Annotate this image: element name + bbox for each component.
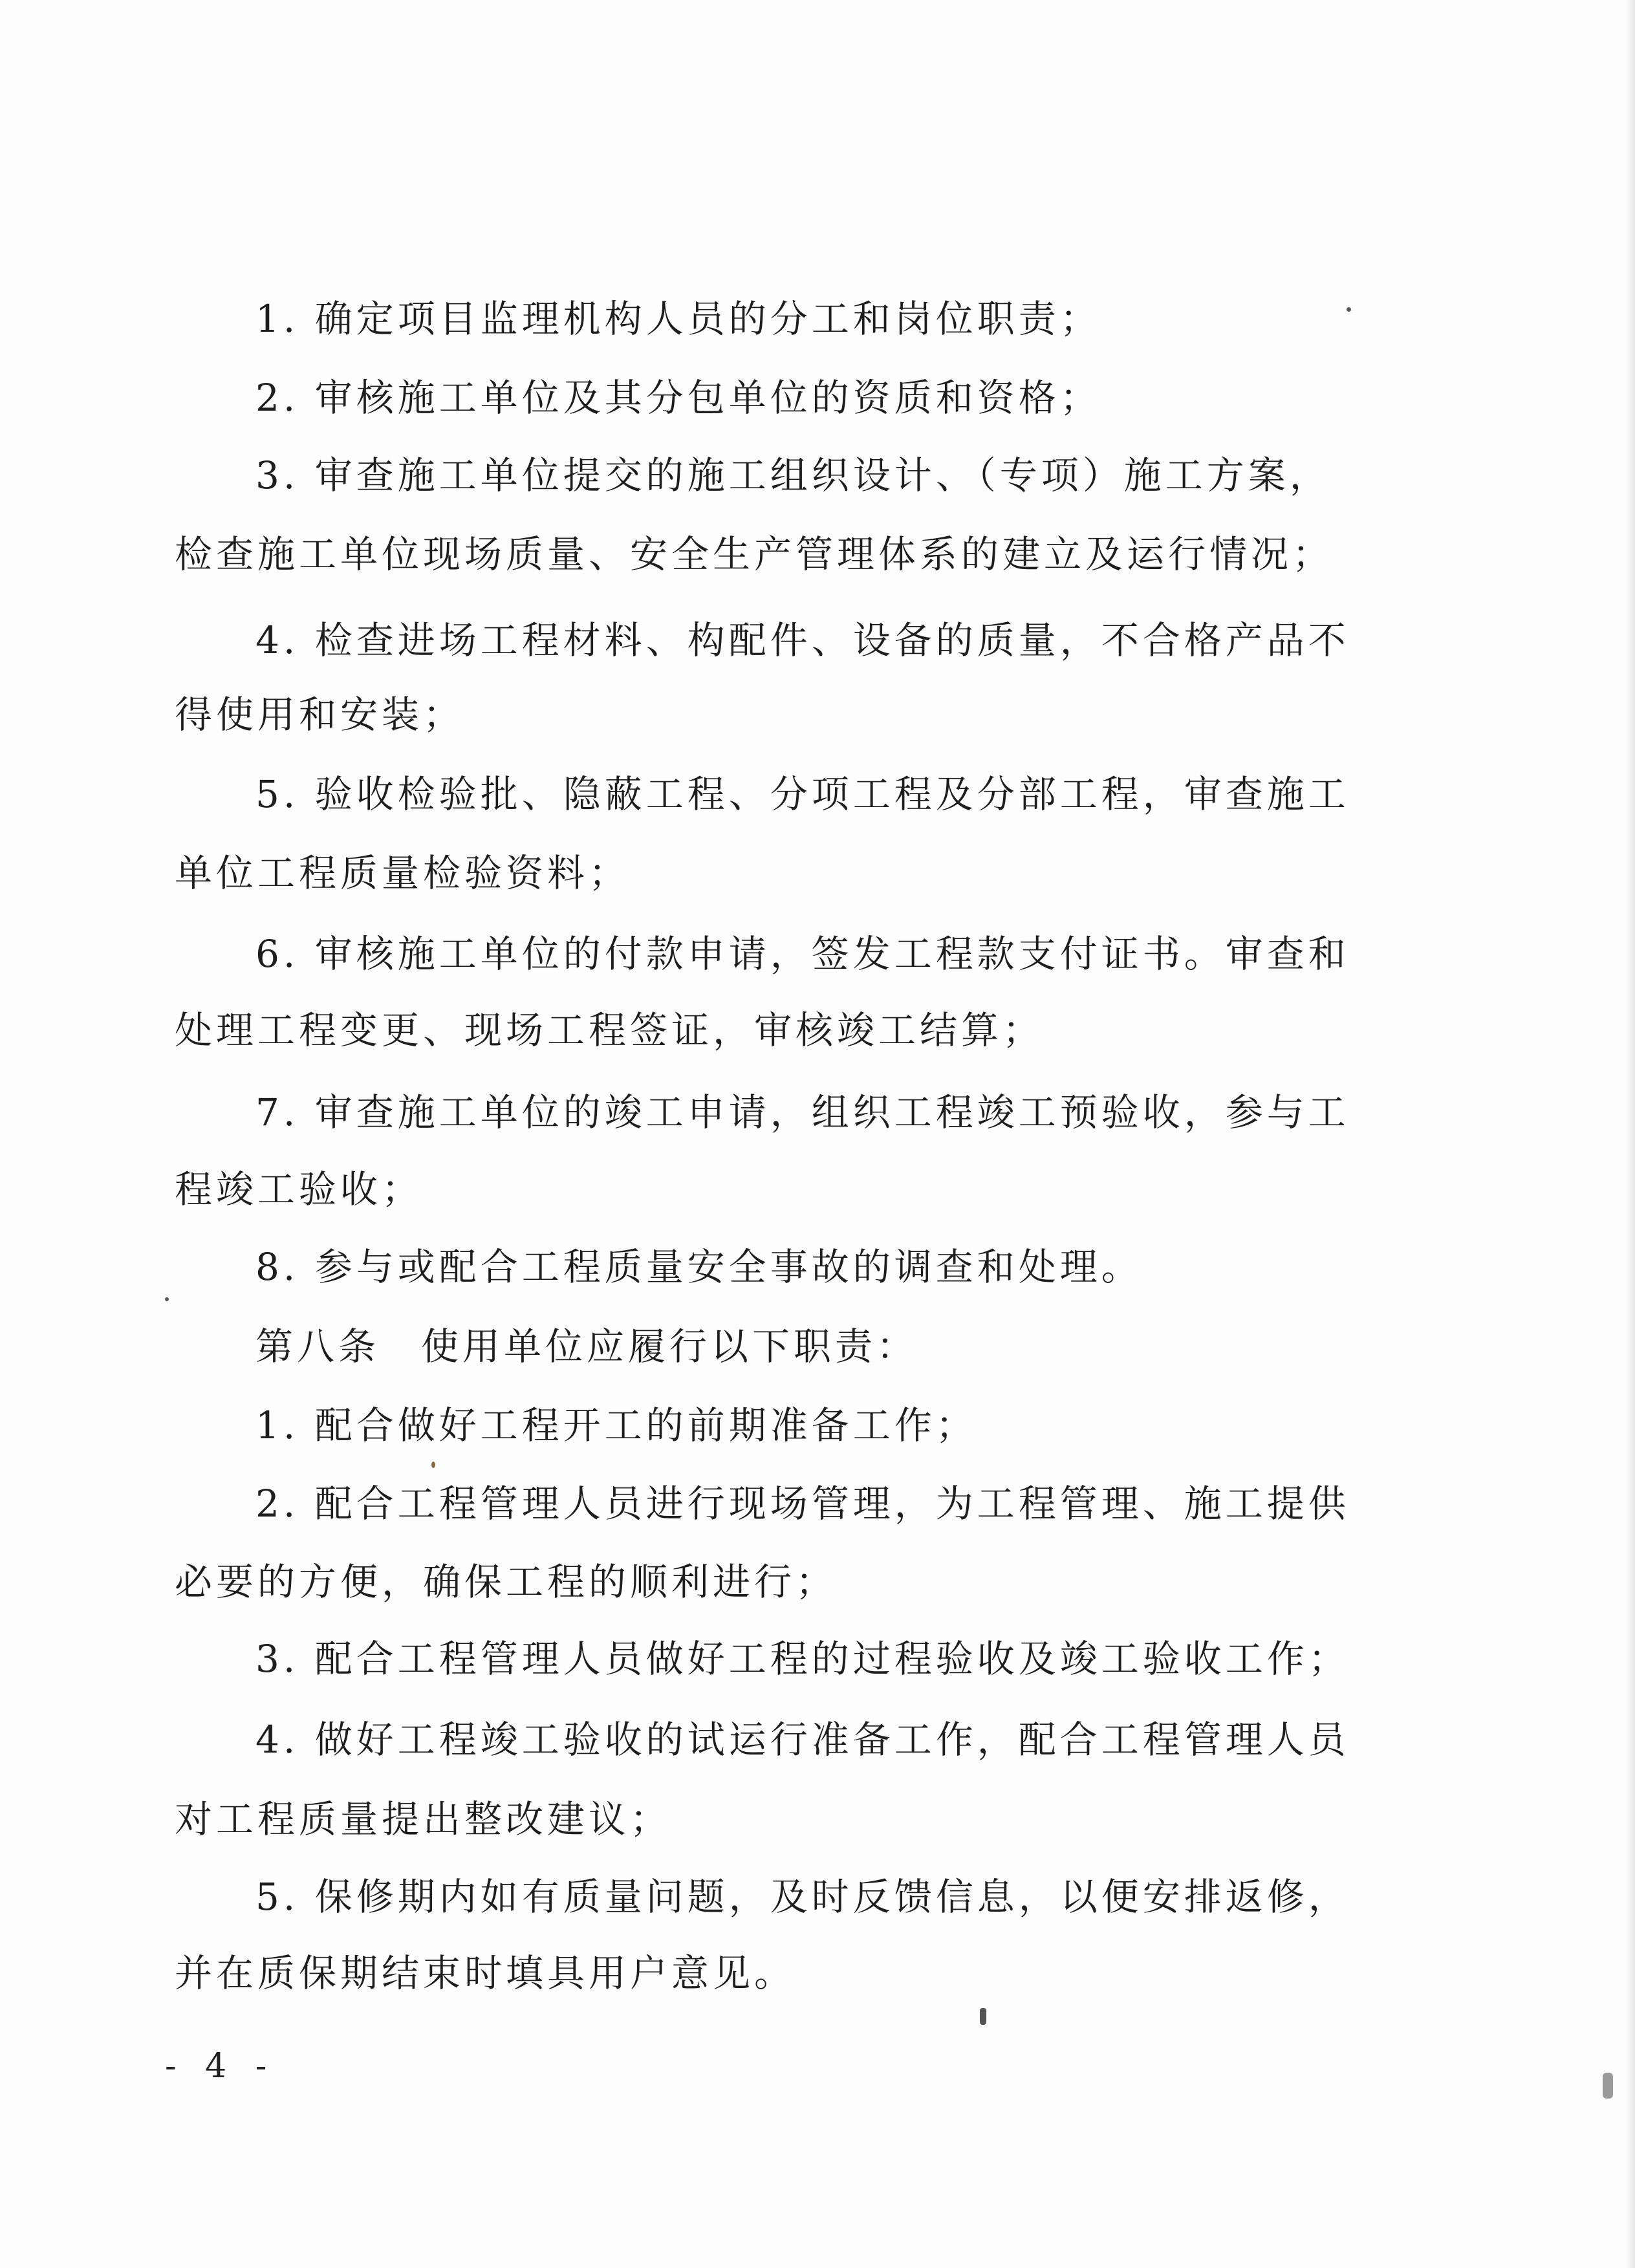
text-line: 4. 做好工程竣工验收的试运行准备工作，配合工程管理人员 xyxy=(255,1718,1350,1762)
text-line: 得使用和安装； xyxy=(175,693,465,737)
text-line: 2. 审核施工单位及其分包单位的资质和资格； xyxy=(255,376,1101,420)
text-line: 2. 配合工程管理人员进行现场管理，为工程管理、施工提供 xyxy=(255,1482,1350,1526)
text-line: 5. 验收检验批、隐蔽工程、分项工程及分部工程，审查施工 xyxy=(255,772,1350,816)
text-line: 5. 保修期内如有质量问题，及时反馈信息，以便安排返修， xyxy=(255,1875,1350,1919)
text-line: 必要的方便，确保工程的顺利进行； xyxy=(175,1560,838,1604)
scan-mark xyxy=(1603,2073,1613,2099)
page-number: - 4 - xyxy=(165,2047,276,2086)
scan-speck xyxy=(165,1297,169,1301)
text-line: 6. 审核施工单位的付款申请，签发工程款支付证书。审查和 xyxy=(255,932,1350,976)
scan-speck xyxy=(1347,307,1351,312)
text-line: 3. 审查施工单位提交的施工组织设计、（专项）施工方案， xyxy=(255,453,1331,497)
text-line: 3. 配合工程管理人员做好工程的过程验收及竣工验收工作； xyxy=(255,1637,1350,1681)
text-line: 1. 配合做好工程开工的前期准备工作； xyxy=(255,1403,977,1447)
text-line: 并在质保期结束时填具用户意见。 xyxy=(175,1951,796,1995)
text-line: 检查施工单位现场质量、安全生产管理体系的建立及运行情况； xyxy=(175,532,1334,576)
article-heading: 第八条 使用单位应履行以下职责： xyxy=(255,1324,918,1368)
text-line: 对工程质量提出整改建议； xyxy=(175,1797,672,1841)
text-line: 单位工程质量检验资料； xyxy=(175,851,631,895)
text-line: 8. 参与或配合工程质量安全事故的调查和处理。 xyxy=(255,1245,1143,1289)
text-line: 程竣工验收； xyxy=(175,1167,424,1211)
text-line: 7. 审查施工单位的竣工申请，组织工程竣工预验收，参与工 xyxy=(255,1090,1350,1134)
text-line: 处理工程变更、现场工程签证，审核竣工结算； xyxy=(175,1008,1045,1052)
scan-mark xyxy=(980,2008,986,2025)
scan-speck xyxy=(431,1462,435,1468)
text-line: 4. 检查进场工程材料、构配件、设备的质量，不合格产品不 xyxy=(255,618,1350,662)
text-line: 1. 确定项目监理机构人员的分工和岗位职责； xyxy=(255,297,1101,341)
scan-edge-shadow xyxy=(1626,0,1635,2268)
